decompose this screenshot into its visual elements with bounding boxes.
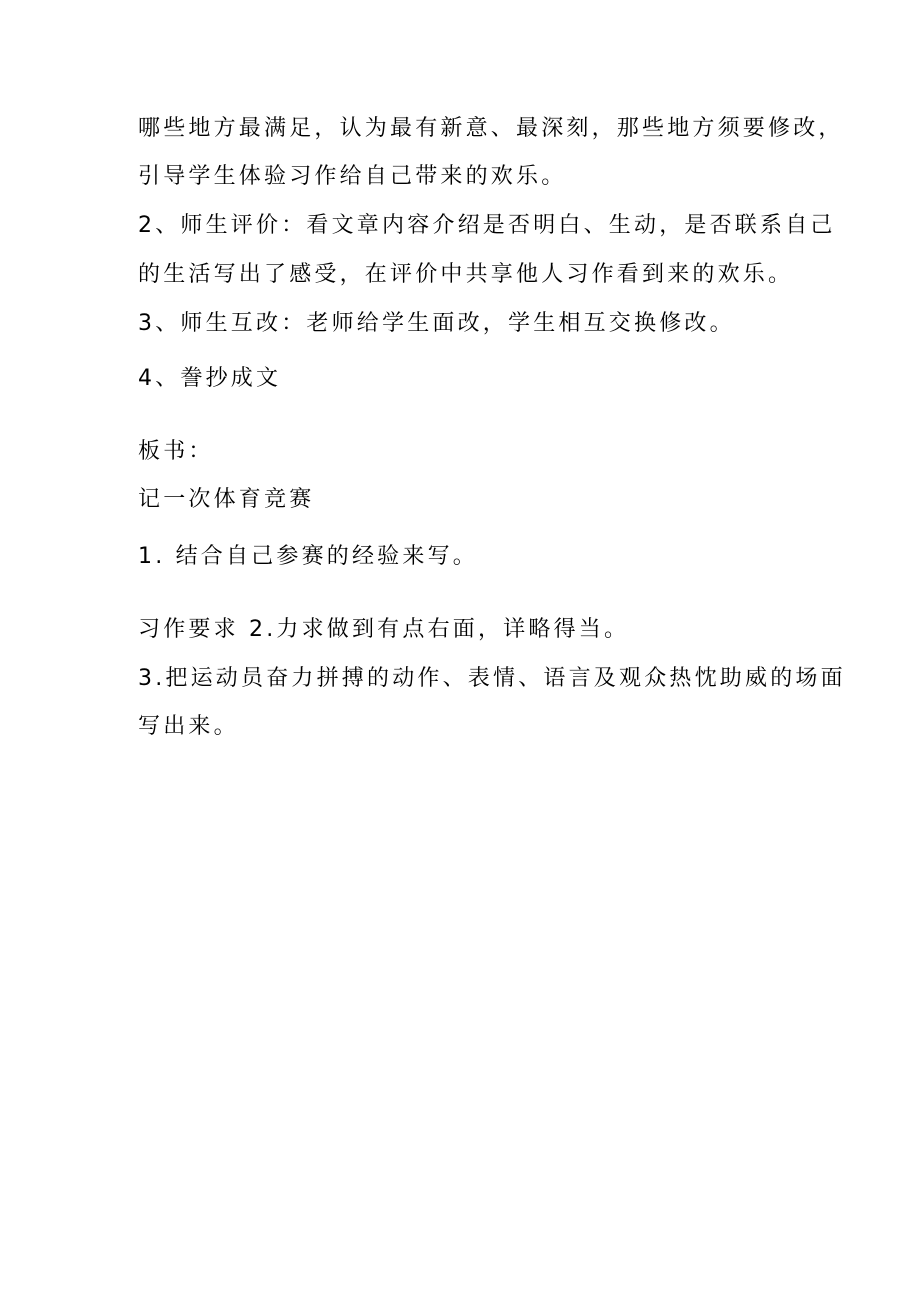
text-line: 哪些地方最满足，认为最有新意、最深刻，那些地方须要修改， — [138, 116, 844, 141]
text-line: 2、师生评价：看文章内容介绍是否明白、生动，是否联系自己 — [138, 213, 836, 238]
text-line: 习作要求 2.力求做到有点右面，详略得当。 — [138, 617, 630, 642]
text-line: 的生活写出了感受，在评价中共享他人习作看到来的欢乐。 — [138, 262, 794, 287]
board-title: 记一次体育竞赛 — [138, 487, 315, 512]
board-heading: 板书： — [138, 439, 214, 464]
text-line: 引导学生体验习作给自己带来的欢乐。 — [138, 164, 567, 189]
text-line: 3、师生互改：老师给学生面改，学生相互交换修改。 — [138, 311, 735, 336]
text-line: 4、誊抄成文 — [138, 366, 282, 391]
text-line: 1. 结合自己参赛的经验来写。 — [138, 544, 478, 569]
text-line: 写出来。 — [138, 714, 239, 739]
text-line: 3.把运动员奋力拼搏的动作、表情、语言及观众热忱助威的场面 — [138, 666, 846, 691]
